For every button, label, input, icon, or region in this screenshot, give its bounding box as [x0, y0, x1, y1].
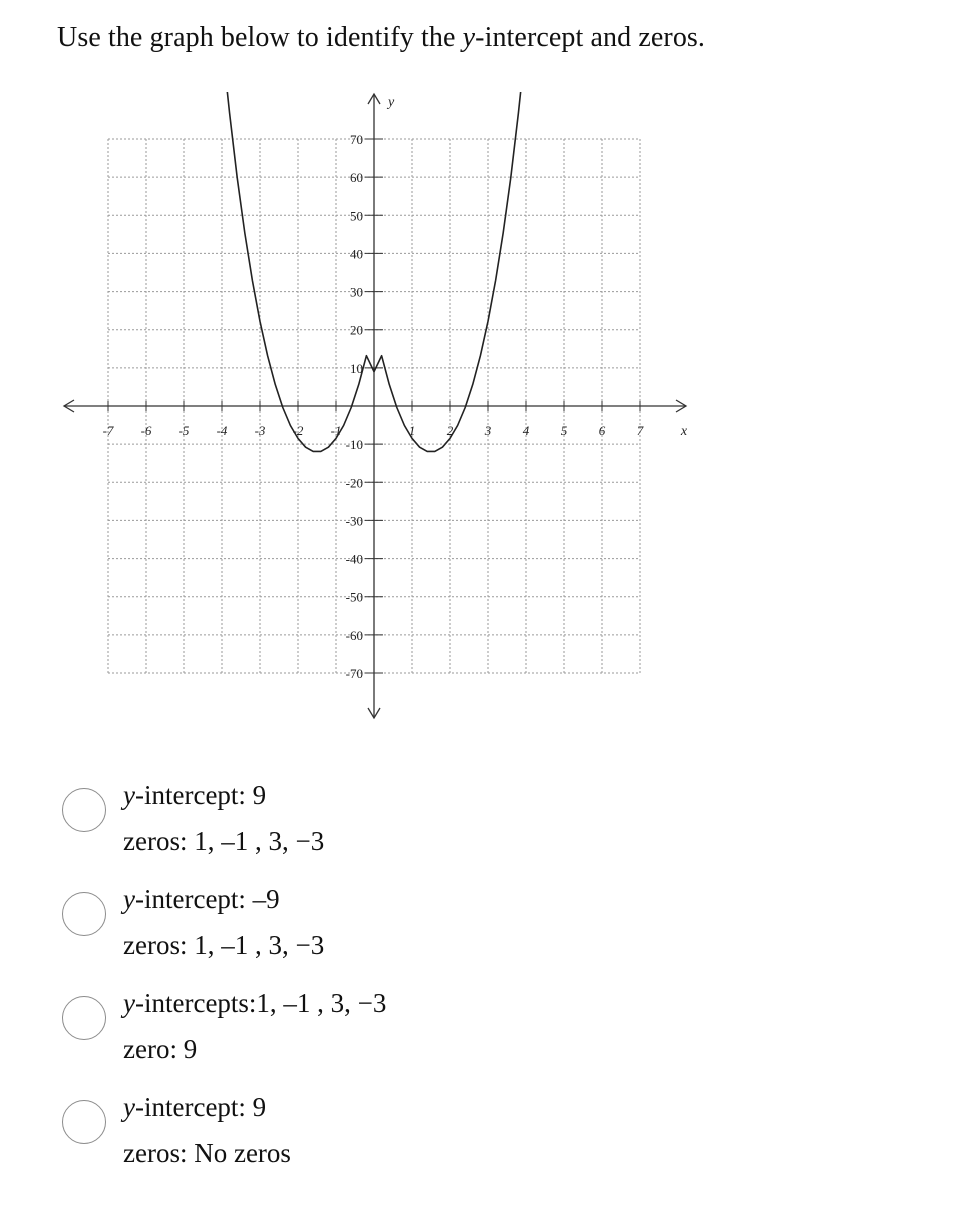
x-tick-label: -7 — [102, 423, 114, 438]
choice-a-zeros: zeros: 1, –1 , 3, −3 — [123, 826, 325, 856]
x-tick-label: 1 — [408, 423, 416, 438]
choice-c-line1 — [123, 988, 386, 1019]
choice-d-zeros: zeros: No zeros — [123, 1138, 291, 1168]
x-tick-label: -2 — [292, 423, 304, 438]
choice-a-variable: y — [123, 780, 135, 810]
question-text — [57, 22, 705, 54]
polynomial-graph — [52, 88, 702, 728]
y-tick-label: -10 — [345, 437, 363, 453]
x-tick-label: 7 — [636, 423, 644, 438]
question-pre: Use the graph below to identify the — [57, 22, 463, 53]
x-axis-label: x — [680, 424, 688, 439]
choice-d-line1 — [123, 1092, 266, 1123]
choice-d-variable: y — [123, 1092, 135, 1122]
choice-b-line1 — [123, 884, 280, 915]
x-tick-label: -3 — [254, 423, 266, 438]
y-tick-label: -20 — [345, 475, 363, 491]
y-tick-label: 50 — [350, 208, 363, 224]
x-tick-label: -1 — [330, 423, 342, 438]
choice-c-variable: y — [123, 988, 135, 1018]
question-post: -intercept and zeros. — [475, 22, 706, 53]
choice-d-intercept: -intercept: 9 — [134, 1092, 267, 1122]
y-tick-label: 60 — [350, 170, 363, 186]
choice-b-intercept: -intercept: –9 — [134, 884, 280, 914]
x-tick-label: -4 — [216, 423, 228, 438]
x-tick-label: 4 — [522, 423, 530, 438]
question-variable: y — [462, 22, 476, 53]
x-tick-label: 6 — [598, 423, 606, 438]
y-tick-label: 20 — [350, 322, 363, 338]
choice-a-intercept: -intercept: 9 — [134, 780, 267, 810]
x-tick-label: 3 — [484, 423, 492, 438]
y-tick-label: 70 — [350, 132, 363, 147]
y-tick-label: -50 — [345, 589, 363, 605]
x-tick-label: -6 — [140, 423, 152, 438]
choice-b-zeros: zeros: 1, –1 , 3, −3 — [123, 930, 325, 960]
y-tick-label: -60 — [345, 627, 363, 643]
radio-button-a[interactable] — [62, 788, 106, 832]
radio-button-b[interactable] — [62, 892, 106, 936]
choice-b-variable: y — [123, 884, 135, 914]
x-tick-label: 2 — [446, 423, 454, 438]
y-tick-label: 40 — [350, 246, 363, 262]
y-tick-label: 30 — [350, 284, 363, 300]
radio-button-d[interactable] — [62, 1100, 106, 1144]
x-tick-label: -5 — [178, 423, 190, 438]
y-tick-label: -30 — [345, 513, 363, 529]
x-tick-label: 5 — [560, 423, 568, 438]
y-tick-label: -70 — [345, 666, 363, 681]
radio-button-c[interactable] — [62, 996, 106, 1040]
y-axis-label: y — [388, 95, 395, 110]
y-tick-label: -40 — [345, 551, 363, 567]
y-tick-label: 10 — [350, 360, 363, 376]
choice-c-zero: zero: 9 — [123, 1034, 198, 1064]
choice-c-intercepts: -intercepts:1, –1 , 3, −3 — [134, 988, 387, 1018]
choice-a-line1 — [123, 780, 266, 811]
